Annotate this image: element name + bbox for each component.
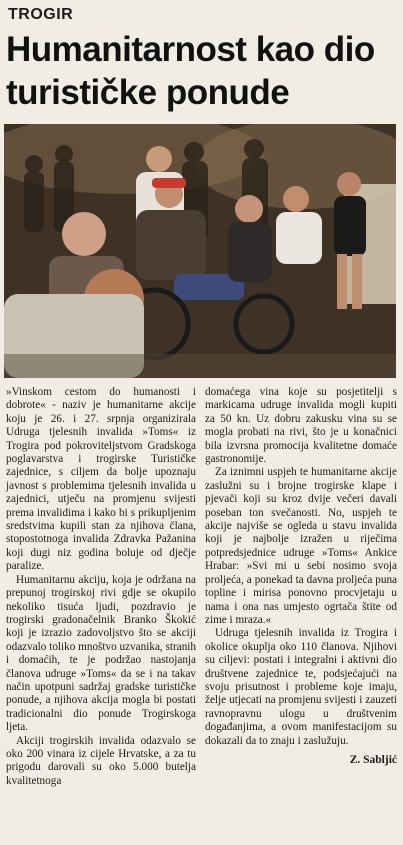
headline: Humanitarnost kao dio turističke ponude [6,30,375,112]
paragraph: domaćega vina koje su posjetitelji s markicama udruge invalida mogli kupiti za 50 kn. Uz dobru zakusku vina su se mogla probati na rivi, što je u konačnici bila izvrsna promocija kvalitetne domaće gastronomije. [205,386,397,466]
paragraph: Udruga tjelesnih invalida iz Trogira i okolice okuplja oko 110 članova. Njihovi su ciljevi: postati i integralni i aktivni dio društvene zajednice te, podsjećajući na svoju prisutnost i probleme koje imaju, želje utjecati na promjenu svijesti i zauzeti ravnopravnu ulogu u društvenim događanjima, a ovom manifestacijom su dokazali da to znaju i zaslužuju. [205,627,397,747]
article-column-2 [205,386,397,767]
paragraph: Za iznimni uspjeh te humanitarne akcije zaslužni su i brojne trogirske klape i pjevači koji su kroz dvije večeri davali poseban ton svečanosti. No, uspjeh te akcije najviše se ogleda u stavu invalida koji je najbolje izražen u riječima potpredsjednice udruge »Toms« Ankice Hrabar: »Svi mi u sebi nosimo svoja proljeća, a ponekad ta davna proljeća puna topline i mirisa ponovno procvjetaju u nama i ona nas umjesto ogrtača štite od zime i mraza.« [205,466,397,626]
crowd-photo-illustration [4,124,396,378]
paragraph: Humanitarnu akciju, koja je održana na prepunoj trogirskoj rivi gdje se okupilo nekoliko tisuća ljudi, pozdravio je trogirski gradonačelnik Branko Škokić koji je izrazio zadovoljstvo što se akciji odazvalo toliko mnoštvo uzvanika, stranih i domaćih, te je podržao nastojanja članova udruge »Toms« da se i na takav način upotpuni sadržaj gradske turističke ponude, a njihova akcija mogla bi postati tradicionalni dio ponude Trogirskoga ljeta. [6,573,196,734]
section-kicker: TROGIR [8,6,74,23]
author-byline: Z. Sabljić [349,753,397,766]
article-column-1 [6,386,196,788]
paragraph: »Vinskom cestom do humanosti i dobrote« - naziv je humanitarne akcije koju je 26. i 27. srpnja organizirala Udruga tjelesnih invalida »Toms« iz Trogira pod pokroviteljstvom Gradskoga poglavarstva i trogirske Turističke zajednice, s ciljem da bolje upoznaju javnost s problemima tjelesnih invalida u zajednici, utječu na promjenu svijesti prema invalidima i kako bi s prikupljenim sredstvima kupili stan za njihova člana, stopostotnoga invalida Zdravka Pažanina koji dugi niz godina boluje od dječje paralize. [6,386,196,573]
paragraph: Akciji trogirskih invalida odazvalo se oko 200 vinara iz cijele Hrvatske, a za tu prigodu darovali su oko 5.000 butelja kvalitetnoga [6,734,196,787]
article-photo [4,124,396,378]
